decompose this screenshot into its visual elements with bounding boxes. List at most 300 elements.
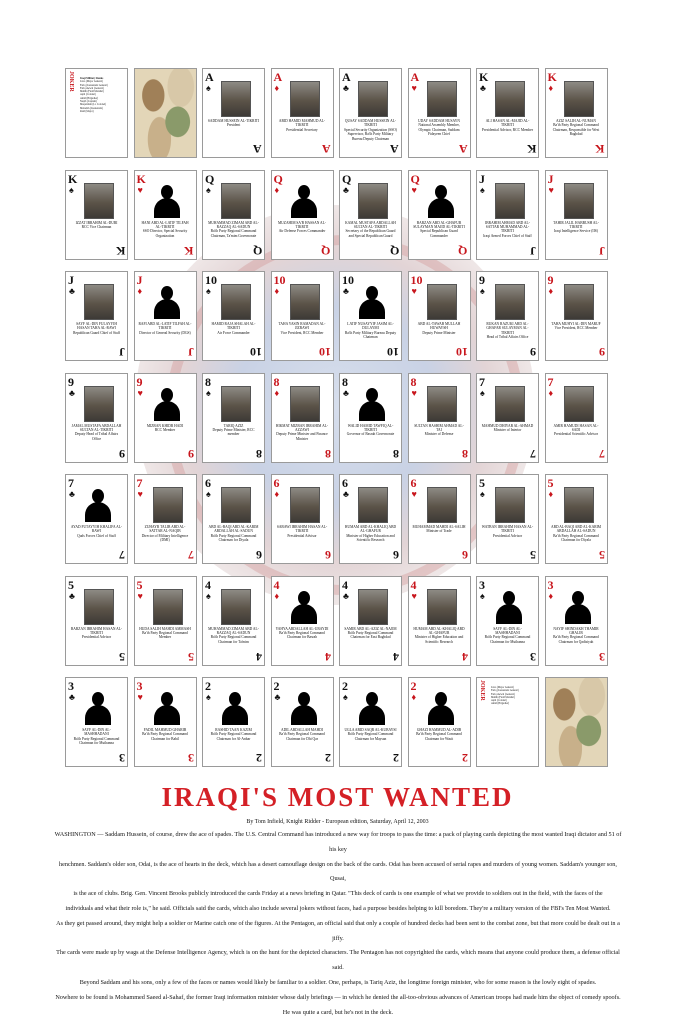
- silhouette-body: [359, 401, 385, 421]
- card-caption: [413, 119, 466, 137]
- portrait-photo: [290, 487, 320, 523]
- joker-rank-list: [80, 77, 124, 113]
- card-name: ALI HASAN AL-MAJID AL-TIKRITI: [485, 119, 530, 128]
- card-caption: [550, 119, 603, 137]
- playing-card: [65, 474, 128, 564]
- playing-card: [339, 271, 402, 361]
- card-caption: [70, 221, 123, 230]
- card-name: IBRAHIM AHMAD ABD AL-SATTAR MUHAMMAD AL-TIKRITI: [485, 220, 530, 234]
- card-suit-icon: ♥: [137, 184, 143, 195]
- silhouette-head: [435, 692, 447, 706]
- playing-card: [134, 271, 197, 361]
- card-suit-icon: ♣: [69, 590, 75, 601]
- silhouette-icon: [84, 690, 112, 724]
- silhouette-icon: [221, 690, 249, 724]
- card-rank-inverted: 3: [187, 751, 194, 765]
- playing-card: [339, 677, 402, 767]
- card-name: KAMAL MUSTAFA ABDALLAH SULTAN AL-TIKRITI: [345, 220, 396, 229]
- joker-list-item: Naqib (Captain): [80, 100, 97, 104]
- silhouette-body: [359, 705, 385, 725]
- card-rank-inverted: A: [390, 142, 399, 156]
- playing-card: [339, 373, 402, 463]
- card-caption: [276, 119, 329, 132]
- playing-card: [339, 68, 402, 158]
- card-name: QUSAY SADDAM HUSSEIN AL-TIKRITI: [344, 119, 397, 128]
- card-caption: [413, 525, 466, 534]
- silhouette-head: [229, 692, 241, 706]
- portrait-photo: [221, 487, 251, 523]
- card-rank: K: [479, 70, 489, 84]
- card-caption: [207, 424, 260, 437]
- playing-card: [65, 271, 128, 361]
- card-rank: 6: [410, 476, 417, 490]
- card-role: RCC Vice Chairman: [81, 224, 112, 229]
- portrait-photo: [358, 589, 388, 625]
- card-role: Ba'th Party Regional Command Chairman for Ta'mim: [210, 635, 257, 644]
- card-rank: 4: [342, 577, 348, 592]
- card-rank-inverted: J: [119, 345, 125, 359]
- card-role: National Assembly Member, Olympic Chairman, Saddam Fidayeen Chief: [418, 123, 460, 137]
- card-rank: 7: [547, 374, 554, 389]
- card-rank: 10: [410, 273, 423, 287]
- silhouette-body: [154, 705, 180, 725]
- card-name: MUHAMMAD ZIMAM ABD AL-RAZZAQ AL-SADUN: [208, 220, 259, 229]
- playing-card: [408, 170, 471, 260]
- card-rank: 9: [136, 374, 143, 389]
- playing-card: [476, 474, 539, 564]
- silhouette-icon: [153, 690, 181, 724]
- card-rank: 8: [205, 374, 211, 389]
- card-role: Presidential Advisor: [81, 635, 112, 640]
- silhouette-body: [291, 705, 317, 725]
- card-name: MUHAMMAD ZIMAM ABD AL-RAZZAQ AL-SADUN: [208, 626, 259, 635]
- silhouette-icon: [564, 589, 592, 623]
- silhouette-body: [428, 198, 454, 218]
- card-caption: [139, 424, 192, 433]
- card-name: RASHID TAAN KAZIM: [215, 728, 252, 732]
- silhouette-head: [298, 591, 310, 605]
- card-rank-inverted: 6: [324, 548, 331, 562]
- card-suit-icon: ♣: [343, 286, 349, 296]
- silhouette-head: [161, 388, 173, 402]
- card-name: SABAWI IBRAHIM HASAN AL-TIKRITI: [276, 525, 328, 534]
- card-rank-inverted: 7: [187, 548, 194, 562]
- card-rank-inverted: A: [321, 142, 331, 156]
- card-rank: Q: [273, 171, 283, 186]
- silhouette-head: [161, 185, 173, 199]
- card-suit-icon: ♠: [206, 387, 211, 398]
- card-caption: [550, 525, 603, 543]
- article-paragraph: As they get passed around, they might help a soldier or Marine catch one of the figures. At the Pentagon, an official said that only a couple of hundred decks had been sent to the combat zone, but that more could be dealt out in a jiffy.: [56, 919, 620, 942]
- card-rank-inverted: 8: [324, 446, 331, 461]
- card-rank: A: [342, 70, 351, 84]
- card-name: ADIL ABDALLAH MAHDI: [281, 728, 323, 732]
- card-rank: A: [410, 70, 420, 84]
- card-suit-icon: ♠: [206, 692, 211, 702]
- card-name: SULTAN HASHIM AHMAD AL-TAI: [414, 423, 464, 432]
- playing-card: [271, 677, 334, 767]
- silhouette-body: [291, 198, 317, 218]
- card-rank: J: [479, 171, 485, 186]
- portrait-photo: [84, 183, 114, 219]
- card-name: ABD AL-BAQI ABD AL-KARIM ABDALLAH AL-SADUN: [550, 525, 601, 534]
- card-rank-inverted: A: [253, 142, 262, 156]
- card-rank-inverted: J: [598, 243, 605, 258]
- card-rank-inverted: 9: [119, 446, 125, 461]
- card-rank: 2: [273, 679, 280, 693]
- playing-card: [271, 474, 334, 564]
- card-rank: 9: [479, 273, 485, 287]
- card-rank-inverted: K: [115, 243, 125, 258]
- card-role: Quds Forces Chief of Staff: [77, 533, 116, 538]
- card-caption: [139, 525, 192, 543]
- joker-rank-label: JOKER: [68, 71, 74, 92]
- card-role: Iraqi Armed Forces Chief of Staff: [483, 233, 532, 238]
- portrait-photo: [427, 589, 457, 625]
- card-caption: [344, 221, 397, 239]
- card-role: Presidential Scientific Advisor: [554, 432, 598, 437]
- playing-card: [134, 677, 197, 767]
- silhouette-icon: [427, 690, 455, 724]
- card-suit-icon: ♠: [206, 184, 211, 195]
- card-rank-inverted: 2: [324, 751, 331, 765]
- portrait-photo: [290, 284, 320, 320]
- card-suit-icon: ♥: [137, 387, 143, 398]
- card-suit-icon: ♥: [411, 489, 417, 499]
- card-suit-icon: ♣: [69, 387, 75, 398]
- portrait-photo: [427, 81, 457, 117]
- card-role: Vice President, RCC Member: [554, 326, 598, 331]
- playing-card: [545, 576, 608, 666]
- card-rank-inverted: 6: [256, 548, 262, 562]
- card-caption: [413, 728, 466, 741]
- playing-card: [408, 68, 471, 158]
- silhouette-body: [222, 705, 248, 725]
- silhouette-head: [298, 185, 310, 199]
- card-rank-inverted: 7: [598, 446, 605, 461]
- silhouette-head: [92, 692, 104, 706]
- portrait-photo: [358, 81, 388, 117]
- playing-card: [134, 170, 197, 260]
- card-suit-icon: ♦: [411, 692, 417, 702]
- card-rank-inverted: 2: [256, 751, 262, 765]
- card-caption: [70, 627, 123, 640]
- card-suit-icon: ♦: [274, 83, 280, 93]
- portrait-photo: [358, 487, 388, 523]
- card-role: Ba'th Party Regional Command Chairman for Muthanna: [73, 736, 120, 746]
- card-rank: 8: [342, 374, 348, 389]
- card-rank: 6: [273, 476, 280, 490]
- card-rank: 4: [273, 577, 280, 592]
- playing-card: [545, 474, 608, 564]
- card-rank-inverted: 2: [461, 751, 468, 765]
- card-suit-icon: ♦: [274, 387, 280, 398]
- joker-list-item: Liwa (Major General): [491, 686, 514, 689]
- card-name: MIZBAN KHIDR HADI: [146, 423, 184, 428]
- silhouette-head: [366, 692, 378, 706]
- card-role: Deputy Head of Tribal Affairs Office: [74, 432, 119, 441]
- playing-card: [271, 68, 334, 158]
- playing-card: [202, 576, 265, 666]
- silhouette-icon: [290, 183, 318, 217]
- card-rank-inverted: Q: [458, 243, 468, 258]
- joker-list-item: Amid (Brigadier): [80, 96, 99, 100]
- portrait-photo: [427, 284, 457, 320]
- card-rank-inverted: 5: [187, 649, 194, 664]
- portrait-photo: [84, 589, 114, 625]
- card-name: UDAY SADDAM HUSAYN: [418, 119, 460, 123]
- card-rank: Q: [410, 171, 420, 186]
- card-name: HUDA SALIH MAHDI AMMASH: [139, 626, 191, 631]
- card-name: MAHMUD DHIYAB AL-AHMAD: [481, 423, 534, 428]
- card-rank-inverted: 3: [598, 649, 605, 664]
- card-suit-icon: ♦: [548, 387, 554, 398]
- card-suit-icon: ♣: [274, 692, 281, 702]
- card-role: Ba'th Party Regional Command Chairman, Ta'mim Governorate: [210, 229, 257, 238]
- article-paragraph: He was quite a card, but he's not in the deck.: [282, 1008, 394, 1016]
- playing-card: [545, 373, 608, 463]
- card-role: Vice President, RCC Member: [280, 330, 324, 335]
- card-caption: [481, 627, 534, 645]
- portrait-photo: [84, 284, 114, 320]
- card-name: NAYIF SHINDAKH THAMIR GHALIB: [553, 626, 599, 635]
- card-suit-icon: ♠: [480, 489, 485, 499]
- playing-card: [476, 271, 539, 361]
- card-role: SSO Director, Special Security Organization: [142, 229, 188, 238]
- card-suit-icon: ♠: [206, 286, 211, 296]
- card-rank-inverted: 3: [119, 751, 125, 765]
- article-byline: By Tom Infield, Knight Ridder - European edition, Saturday, April 12, 2003: [246, 819, 429, 825]
- playing-card: [271, 271, 334, 361]
- card-caption: [413, 221, 466, 239]
- card-role: RCC Member: [154, 427, 176, 432]
- card-caption: [550, 322, 603, 331]
- card-suit-icon: ♠: [69, 184, 74, 195]
- card-rank: 2: [410, 679, 417, 693]
- card-rank-inverted: 10: [318, 345, 331, 359]
- card-role: Ba'th Party Regional Command Chairman for Maysan: [347, 732, 394, 741]
- silhouette-head: [572, 591, 584, 605]
- card-role: Ba'th Party Regional Command Chairman for Diyala: [553, 533, 599, 543]
- card-caption: [276, 424, 329, 442]
- card-rank: 6: [205, 476, 211, 490]
- portrait-photo: [495, 183, 525, 219]
- card-name: GHAZI HAMMUD AL-ADIB: [416, 728, 462, 732]
- portrait-photo: [221, 81, 251, 117]
- silhouette-head: [298, 692, 310, 706]
- card-caption: [207, 221, 260, 239]
- card-name: ABID HAMID MAHMUD AL-TIKRITI: [278, 119, 326, 128]
- silhouette-icon: [153, 386, 181, 420]
- card-rank-inverted: 6: [393, 548, 399, 562]
- article-paragraph: The cards were made up by wags at the Defense Intelligence Agency, which is on the hunt for the depicted characters. The Pentagon has not copyrighted the cards, which means that anyone could produce them, a defense official said.: [56, 949, 620, 972]
- card-name: FADIL MAHMUD GHARIB: [143, 728, 187, 732]
- joker-list-item: Mulazim (Lieutenant): [80, 106, 103, 110]
- card-caption: [276, 322, 329, 335]
- silhouette-body: [154, 299, 180, 319]
- card-rank: 7: [68, 476, 74, 490]
- card-suit-icon: ♥: [137, 489, 143, 499]
- card-rank-inverted: 7: [119, 548, 125, 562]
- card-rank: 7: [136, 476, 143, 490]
- joker-list-item: Fariq (Lieutenant General): [491, 689, 519, 693]
- card-caption: [344, 119, 397, 141]
- card-name: ZUHAYR TALIB ABD AL-SATTAR AL-NAQIB: [144, 525, 186, 534]
- card-name: MUZAHIM SA'B HASSAN AL-TIKRITI: [277, 220, 327, 229]
- card-role: Ba'th Party Regional Command Chairman for Diyala: [210, 533, 257, 543]
- card-name: SAYF AL-DIN AL-MASHHADANI: [493, 626, 522, 635]
- card-role: Ba'th Party Regional Command Chairman for East Baghdad: [347, 630, 394, 640]
- card-rank-inverted: 9: [187, 446, 194, 461]
- playing-card: [271, 373, 334, 463]
- playing-card: [545, 271, 608, 361]
- card-rank-inverted: 6: [461, 548, 468, 562]
- silhouette-icon: [290, 690, 318, 724]
- card-name: HUMAM ABD AL-KHALIQ ABD AL-GHAFUR: [413, 626, 465, 635]
- card-name: BARZAN ABD AL-GHAFUR SULAYMAN MAJID AL-TIKRITI: [413, 220, 465, 229]
- portrait-photo: [564, 487, 594, 523]
- card-suit-icon: ♣: [343, 590, 349, 601]
- portrait-photo: [153, 589, 183, 625]
- card-rank: 7: [479, 374, 485, 389]
- card-caption: [413, 322, 466, 335]
- card-caption: [139, 221, 192, 239]
- card-caption: [207, 627, 260, 645]
- playing-card: [65, 576, 128, 666]
- card-rank-inverted: 5: [598, 548, 605, 562]
- card-caption: [139, 728, 192, 741]
- article-paragraph: individuals and what their role is," he said. Officials said the cards, which also include several jokers without faces, had a purpose besides helping to kill boredom. They're a military version of the FBI's Ten Most Wanted.: [65, 904, 611, 912]
- card-suit-icon: ♦: [548, 83, 554, 93]
- card-caption: [207, 728, 260, 741]
- silhouette-icon: [495, 589, 523, 623]
- card-suit-icon: ♠: [480, 590, 485, 601]
- silhouette-icon: [358, 386, 386, 420]
- silhouette-head: [161, 286, 173, 300]
- card-rank: Q: [342, 171, 352, 186]
- card-rank-inverted: 4: [256, 649, 262, 664]
- card-suit-icon: ♣: [69, 692, 75, 702]
- card-name: TAHA YASIN RAMADAN AL-JIZRAWI: [278, 322, 326, 331]
- silhouette-body: [565, 604, 591, 624]
- card-name: WATBAN IBRAHIM HASAN AL-TIKRITI: [481, 525, 534, 534]
- card-rank: 4: [410, 577, 417, 592]
- silhouette-body: [154, 401, 180, 421]
- article-paragraph: Nowhere to be found is Mohammed Saeed al-Sahaf, the former Iraqi information minister whose daily briefings — in which he denied the all-too-obvious advances of American troops had made him the object of comedy spoofs.: [55, 993, 621, 1001]
- card-role: Ba'th Party Regional Command Chairman for Dhi Qar: [279, 732, 325, 741]
- card-rank-inverted: 7: [530, 446, 536, 461]
- card-rank-inverted: J: [187, 345, 194, 359]
- card-name: SAYF AL-DIN AL-MASHHADANI: [82, 728, 111, 737]
- card-name: RAFI ABD AL-LATIF TILFAH AL-TIKRITI: [138, 322, 192, 331]
- card-rank: K: [136, 171, 146, 186]
- joker-list-item: Muhib (Field Marshal): [80, 90, 104, 94]
- card-rank-inverted: 5: [119, 649, 125, 664]
- card-caption: [550, 627, 603, 645]
- card-role: Minister of Higher Education and Scientific Research: [414, 635, 464, 644]
- card-rank-inverted: J: [530, 243, 536, 258]
- joker-list-item: Fariq (Lieutenant General): [80, 83, 108, 87]
- card-rank-inverted: 8: [461, 446, 468, 461]
- card-rank: 5: [136, 577, 143, 592]
- card-name: RUKAN RAZUKI ABD AL-GHAFAR SULAYMAN AL-TIKRITI: [486, 322, 529, 335]
- card-role: Deputy Prime Minister, RCC member: [212, 427, 255, 437]
- playing-card: [271, 170, 334, 260]
- portrait-photo: [153, 487, 183, 523]
- portrait-photo: [221, 284, 251, 320]
- playing-card: [202, 271, 265, 361]
- card-name: MUHAMMAD MAHDI AL-SALIH: [412, 525, 466, 529]
- card-suit-icon: ♥: [137, 590, 143, 601]
- playing-card: [271, 576, 334, 666]
- joker-list-item: Fariq Awwal (General): [80, 86, 104, 90]
- silhouette-body: [291, 604, 317, 624]
- card-suit-icon: ♦: [274, 286, 280, 296]
- card-rank-inverted: K: [184, 243, 194, 258]
- card-rank: 3: [547, 577, 554, 592]
- card-rank-inverted: 9: [530, 345, 536, 359]
- card-caption: [550, 221, 603, 234]
- card-caption: [481, 525, 534, 538]
- card-suit-icon: ♠: [206, 83, 211, 93]
- card-suit-icon: ♣: [343, 184, 349, 195]
- card-caption: [413, 627, 466, 645]
- silhouette-head: [366, 286, 378, 300]
- card-name: HANI ABD AL-LATIF TILFAH AL-TIKRITI: [141, 220, 189, 229]
- card-suit-icon: ♥: [548, 184, 554, 195]
- playing-card: [202, 373, 265, 463]
- card-suit-icon: ♥: [411, 286, 417, 296]
- card-role: Presidential Advisor, RCC Member: [481, 127, 534, 132]
- card-rank: K: [68, 171, 78, 186]
- playing-card: [65, 677, 128, 767]
- card-name: TARIQ AZIZ: [223, 423, 244, 428]
- card-suit-icon: ♦: [548, 286, 554, 296]
- portrait-photo: [427, 487, 457, 523]
- silhouette-body: [154, 198, 180, 218]
- card-name: AMIR HAMUDI HASAN AL-SADI: [553, 423, 599, 432]
- card-rank: 9: [68, 374, 74, 389]
- joker-rank-label: JOKER: [479, 680, 485, 701]
- card-role: Deputy Prime Minister and Finance Minister: [276, 432, 328, 441]
- card-role: Director of General Security (DGS): [139, 330, 191, 335]
- card-caption: [413, 424, 466, 437]
- card-caption: [344, 525, 397, 543]
- card-caption: [344, 627, 397, 640]
- article-paragraph: is the ace of clubs. Brig. Gen. Vincent Brooks publicly introduced the cards Friday at a news briefing in Qatar. "This deck of cards is one example of what we provide to soldiers out in the field, with the faces of the: [73, 890, 603, 898]
- silhouette-body: [85, 502, 111, 522]
- card-suit-icon: ♦: [274, 489, 280, 499]
- playing-card: [476, 576, 539, 666]
- joker-list-item: Liwa (Major General): [80, 80, 103, 84]
- card-back-camouflage: [545, 677, 608, 767]
- card-rank-inverted: 10: [387, 345, 399, 359]
- card-suit-icon: ♣: [480, 83, 486, 93]
- joker-rank-list: [491, 686, 535, 706]
- card-name: WALID HAMID TAWFIQ AL-TIKRITI: [347, 423, 394, 432]
- card-rank: 3: [136, 679, 143, 693]
- card-suit-icon: ♥: [411, 387, 417, 398]
- card-suit-icon: ♣: [69, 286, 75, 296]
- playing-card: [202, 677, 265, 767]
- portrait-photo: [221, 589, 251, 625]
- card-rank: 8: [410, 374, 417, 389]
- card-rank-inverted: 9: [598, 345, 605, 359]
- card-role: Governor of Basrah Governorate: [346, 432, 395, 437]
- card-caption: [207, 119, 260, 128]
- card-rank-inverted: 3: [530, 649, 536, 664]
- silhouette-icon: [290, 589, 318, 623]
